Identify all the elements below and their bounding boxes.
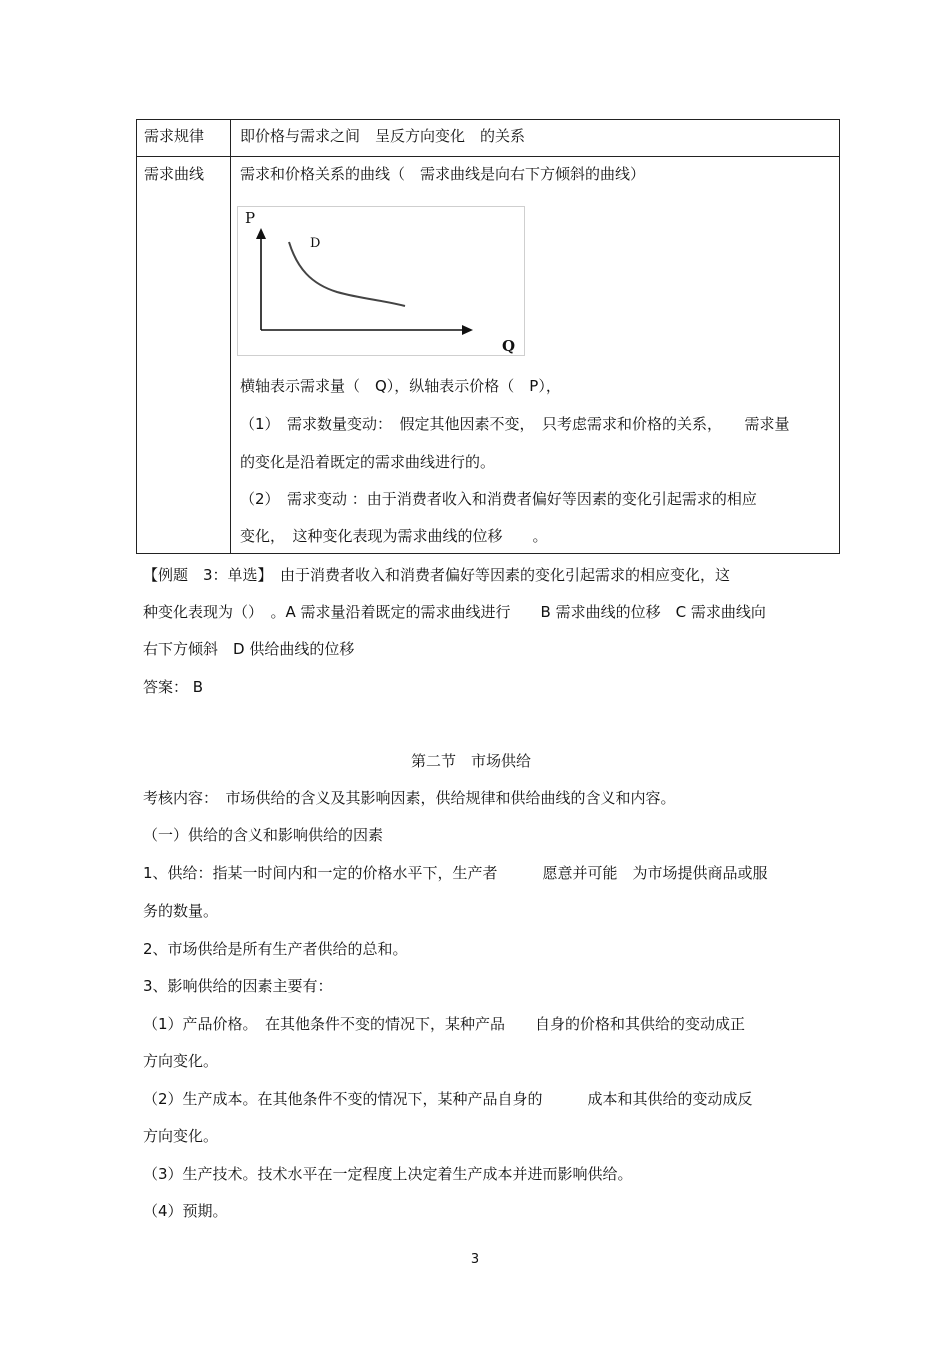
assessment-content-line: 考核内容： 市场供给的含义及其影响因素，供给规律和供给曲线的含义和内容。 [143, 789, 676, 807]
table-border-left [136, 119, 137, 554]
example-question-line-2: 种变化表现为（） 。A 需求量沿着既定的需求曲线进行 B 需求曲线的位移 C 需求曲线向 [143, 603, 766, 621]
factor-expectation-line: （4）预期。 [143, 1202, 228, 1220]
page-number: 3 [470, 1252, 480, 1267]
table-row-divider [136, 156, 840, 157]
row-content-demand-law: 即价格与需求之间 呈反方向变化 的关系 [240, 127, 526, 145]
y-axis-label: P [245, 209, 256, 227]
x-axis-label: Q [502, 337, 516, 355]
table-border-bottom [136, 553, 840, 554]
demand-change-line-2: 变化， 这种变化表现为需求曲线的位移 。 [240, 527, 548, 545]
quantity-change-line-1: （1） 需求数量变动： 假定其他因素不变， 只考虑需求和价格的关系， 需求量 [240, 415, 790, 433]
market-supply-line: 2、市场供给是所有生产者供给的总和。 [143, 940, 408, 958]
table-column-divider [230, 119, 231, 554]
factor-price-line-2: 方向变化。 [143, 1052, 219, 1070]
row-label-demand-law: 需求规律 [144, 127, 205, 145]
table-border-top [136, 119, 840, 120]
factor-cost-line-2: 方向变化。 [143, 1127, 219, 1145]
subsection-heading: （一）供给的含义和影响供给的因素 [143, 826, 384, 844]
supply-definition-line-1: 1、供给：指某一时间内和一定的价格水平下，生产者 愿意并可能 为市场提供商品或服 [143, 864, 768, 882]
quantity-change-line-2: 的变化是沿着既定的需求曲线进行的。 [240, 453, 496, 471]
demand-change-line-1: （2） 需求变动 ：由于消费者收入和消费者偏好等因素的变化引起需求的相应 [240, 490, 757, 508]
curve-description-line: 需求和价格关系的曲线（ 需求曲线是向右下方倾斜的曲线） [240, 165, 646, 183]
x-axis-arrow [462, 325, 473, 335]
factor-cost-line-1: （2）生产成本。在其他条件不变的情况下，某种产品自身的 成本和其供给的变动成反 [143, 1090, 753, 1108]
demand-curve [289, 242, 405, 306]
answer-line: 答案： B [143, 678, 204, 696]
row-label-demand-curve: 需求曲线 [144, 165, 205, 183]
y-axis-arrow [256, 228, 266, 239]
example-question-line-1: 【例题 3：单选】 由于消费者收入和消费者偏好等因素的变化引起需求的相应变化，这 [143, 566, 731, 584]
graph-frame [238, 207, 525, 356]
supply-factors-heading: 3、影响供给的因素主要有： [143, 977, 333, 995]
axis-description-line: 横轴表示需求量（ Q），纵轴表示价格（ P）， [240, 377, 561, 395]
example-question-line-3: 右下方倾斜 D 供给曲线的位移 [143, 640, 355, 658]
demand-curve-graph [237, 206, 525, 356]
curve-label: D [310, 236, 321, 251]
table-border-right [839, 119, 840, 554]
supply-definition-line-2: 务的数量。 [143, 902, 219, 920]
section-heading: 第二节 市场供给 [411, 752, 532, 770]
factor-technology-line: （3）生产技术。技术水平在一定程度上决定着生产成本并进而影响供给。 [143, 1165, 633, 1183]
factor-price-line-1: （1）产品价格。 在其他条件不变的情况下，某种产品 自身的价格和其供给的变动成正 [143, 1015, 746, 1033]
